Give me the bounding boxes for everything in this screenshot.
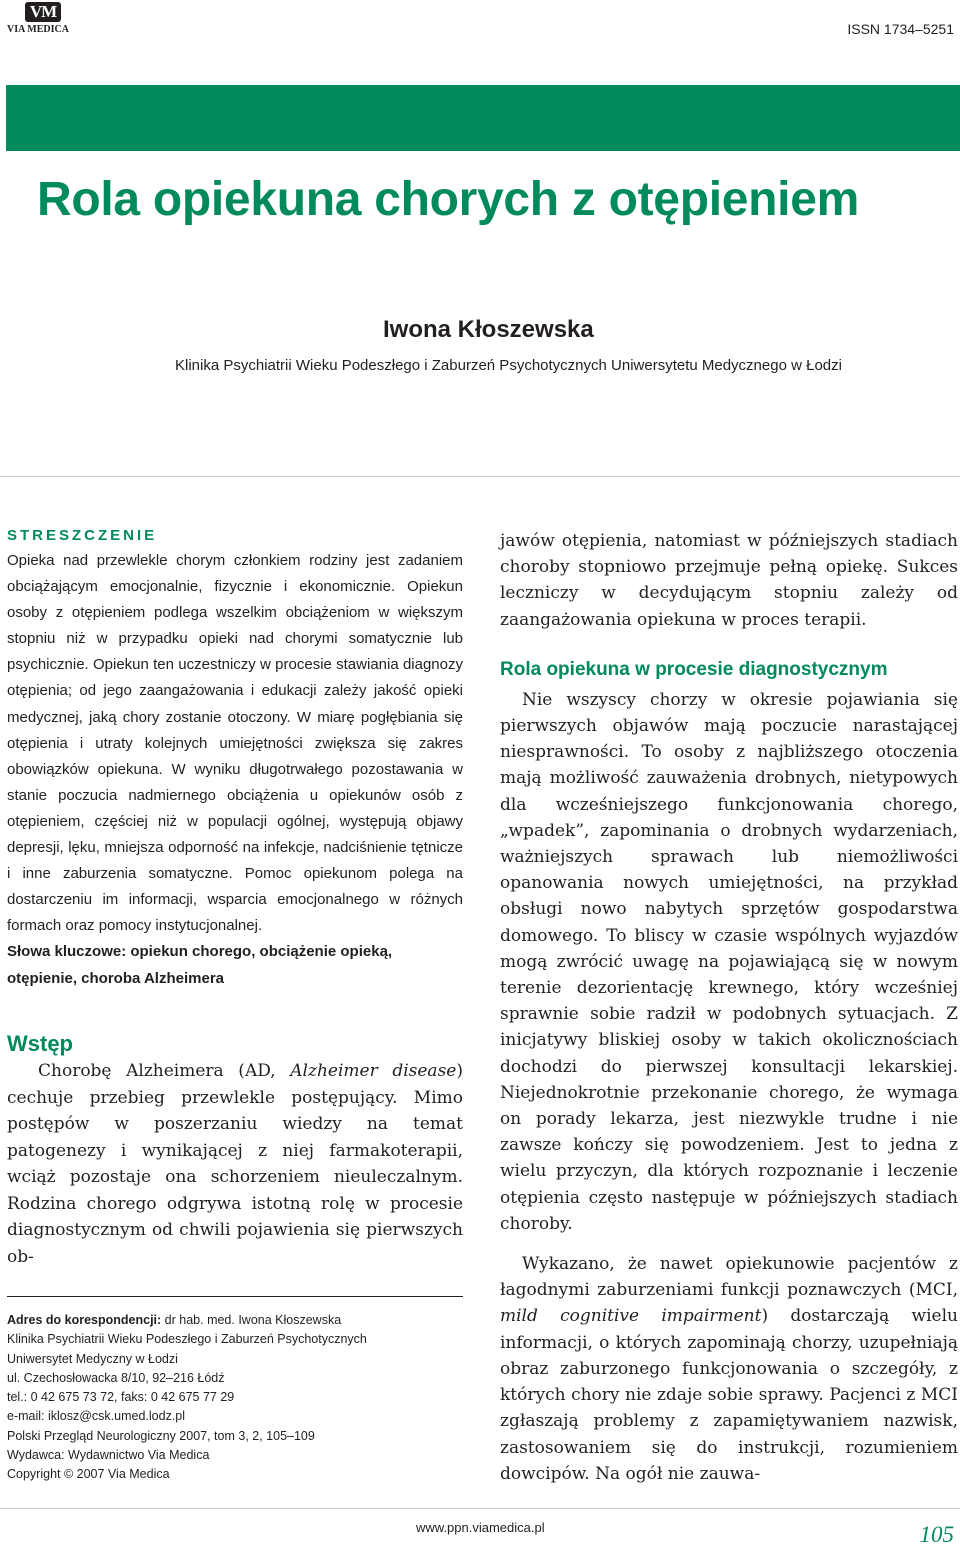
section-heading-diagnostic: Rola opiekuna w procesie diagnostycznym: [500, 658, 888, 680]
logo-text: VIA MEDICA: [7, 24, 69, 35]
right-column: [500, 528, 958, 1487]
correspondence-line: tel.: 0 42 675 73 72, faks: 0 42 675 77 29: [7, 1390, 235, 1405]
correspondence-line: Polski Przegląd Neurologiczny 2007, tom 3, 2, 105–109: [7, 1428, 315, 1443]
correspondence-line: ul. Czechosłowacka 8/10, 92–216 Łódź: [7, 1370, 225, 1385]
correspondence-line: Adres do korespondencji: dr hab. med. Iwona Kłoszewska: [7, 1313, 342, 1327]
keywords: Słowa kluczowe: opiekun chorego, obciążenie opieką, otępienie, choroba Alzheimera: [7, 943, 393, 987]
via-medica-logo: [7, 2, 79, 36]
correspondence-line: Klinika Psychiatrii Wieku Podeszłego i Zaburzeń Psychotycznych: [7, 1332, 367, 1347]
correspondence-label: Adres do korespondencji:: [7, 1313, 162, 1327]
abstract-heading: STRESZCZENIE: [7, 527, 158, 544]
correspondence-email: e-mail: iklosz@csk.umed.lodz.pl: [7, 1409, 186, 1424]
right-paragraph-2: Nie wszyscy chorzy w okresie pojawiania się pierwszych objawów mają poczucie narastającej niesprawności. To osoby z najbliższego otoczenia mają możliwość zauważenia drobnych, nietypowych dla wcześniejszego funkcjonowania chorego, „wpadek”, zapominania o drobnych wydarzeniach, ważniejszych sprawach lub niemożliwości opanowania nowych umiejętności, na przykład obsługi nowo nabytych sprzętów gospodarstwa domowego. To bliscy w czasie wspólnych wyjazdów mogą zwrócić uwagę na pojawiającą się w nowym terenie dezorientację krewnego, który wcześniej sprawnie sobie radził w podobnych sytuacjach. Z inicjatywy bliskiej osoby w takich okolicznościach dochodzi do pierwszej konsultacji lekarskiej. Niejednokrotnie przekonanie chorego, że wymaga on porady lekarza, jest niezwykle trudne i nie zawsze kończy się powodzeniem. Jest to jedna z wielu przyczyn, dla których rozpoznanie i leczenie otępienia często następuje w późniejszych stadiach choroby.: [500, 689, 958, 1234]
copyright: Copyright © 2007 Via Medica: [7, 1467, 170, 1482]
logo-mark: VM: [25, 2, 61, 22]
footer-divider: [0, 1508, 960, 1509]
header-banner: [6, 85, 960, 151]
correspondence-block: [7, 1311, 463, 1485]
intro-text-1: Chorobę Alzheimera (AD,: [38, 1061, 291, 1081]
abstract-body: Opieka nad przewlekle chorym członkiem rodziny jest zadaniem obciążającym emocjonalnie, fizycznie i ekonomicznie. Opiekun osoby z otępieniem podlega wszelkim obciążeniom w większym stopniu niż w przypadku opieki nad chorymi somatycznie lub psychicznie. Opiekun ten uczestniczy w procesie stawiania diagnozy otępienia; od jego zaangażowania i edukacji zależy jakość opieki medycznej, jaką chory zostanie otoczony. W miarę pogłębiania się otępienia i utraty kolejnych umiejętności zwiększa się zakres obowiązków opiekuna. W wyniku długotrwałego pozostawania w stanie poczucia nadmiernego obciążenia u opiekunów osób z otępieniem, częściej niż w populacji ogólnej, występują objawy depresji, lęku, mniejsza odporność na infekcje, nadciśnienie tętnicze i inne zaburzenia somatyczne. Pomoc opiekunom polega na dostarczeniu im informacji, wsparcia emocjonalnego w różnych formach oraz pomocy instytucjonalnej.: [7, 552, 463, 935]
correspondence-line: Wydawca: Wydawnictwo Via Medica: [7, 1448, 210, 1463]
correspondence-divider: [7, 1296, 463, 1297]
author-name: Iwona Kłoszewska: [383, 316, 594, 343]
right-paragraph-3: Wykazano, że nawet opiekunowie pacjentów z łagodnymi zaburzeniami funkcji poznawczych (MCI, mild cognitive impairment) dostarczają wielu informacji, o których zapominają chorzy, uzupełniają obraz zaburzonego funkcjonowania o szczegóły, z których chory nie zdaje sobie sprawy. Pacjenci z MCI zgłaszają problemy z zapamiętywaniem nazwisk, zastosowaniem się do instrukcji, rozumieniem dowcipów. Na ogół nie zauwa-: [500, 1254, 958, 1484]
right-paragraph-1: jawów otępienia, natomiast w późniejszych stadiach choroby stopniowo przejmuje pełną opiekę. Sukces leczniczy w decydującym stopniu zależy od zaangażowania opiekuna w proces terapii.: [500, 531, 958, 630]
article-title: Rola opiekuna chorych z otępieniem: [37, 173, 859, 226]
footer-url[interactable]: www.ppn.viamedica.pl: [416, 1520, 545, 1535]
intro-text-2: ) cechuje przebieg przewlekle postępujący. Mimo postępów w poszerzaniu wiedzy na temat patogenezy i wynikającej z niej farmakoterapii, wciąż pozostaje ona schorzeniem nieuleczalnym. Rodzina chorego odgrywa istotną rolę w procesie diagnostycznym od chwili pojawienia się pierwszych ob-: [7, 1061, 463, 1267]
page-number: 105: [919, 1522, 954, 1547]
intro-paragraph: [7, 1058, 463, 1270]
author-affiliation: Klinika Psychiatrii Wieku Podeszłego i Zaburzeń Psychotycznych Uniwersytetu Medycznego w Łodzi: [175, 357, 842, 374]
section-heading-intro: Wstęp: [7, 1031, 73, 1056]
correspondence-line: Uniwersytet Medyczny w Łodzi: [7, 1351, 178, 1366]
abstract: [7, 526, 463, 992]
divider: [0, 476, 960, 477]
issn-number: ISSN 1734–5251: [847, 21, 954, 37]
intro-text-italic: Alzheimer disease: [290, 1061, 457, 1081]
